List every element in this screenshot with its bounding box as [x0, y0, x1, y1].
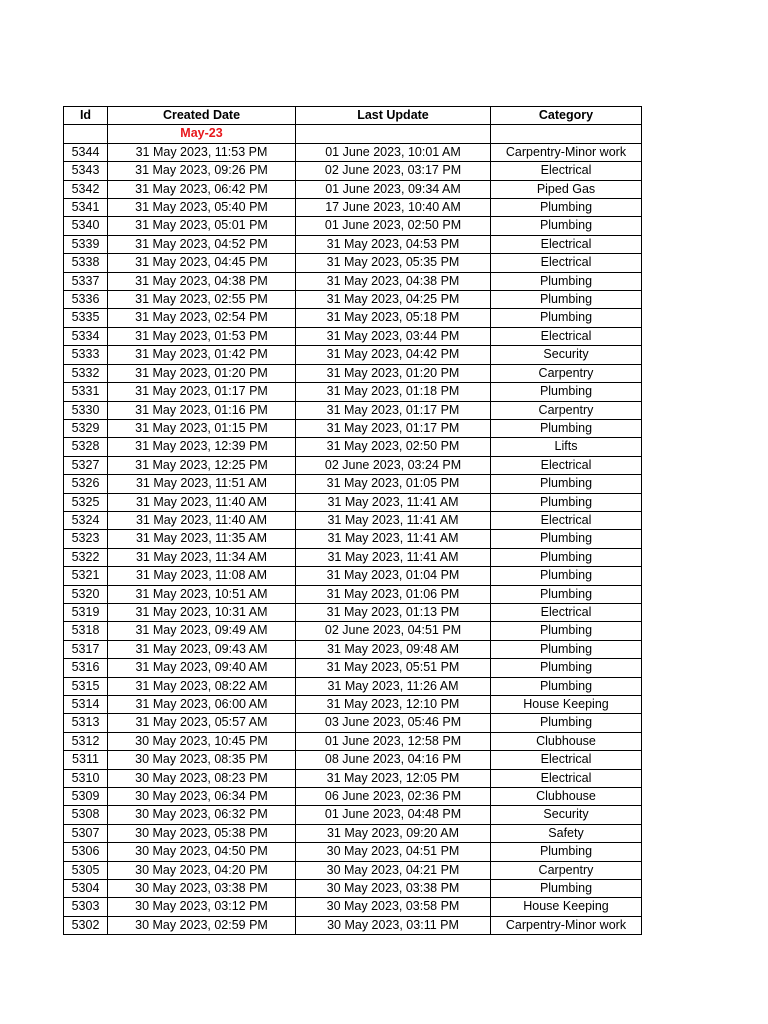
table-row: [64, 530, 642, 548]
cell-category: Carpentry: [491, 364, 642, 382]
month-row: [64, 125, 642, 143]
cell-created-date: 31 May 2023, 12:25 PM: [108, 456, 296, 474]
cell-id: 5334: [64, 327, 108, 345]
cell-created-date: 30 May 2023, 04:20 PM: [108, 861, 296, 879]
cell-category: Electrical: [491, 456, 642, 474]
cell-category: Electrical: [491, 254, 642, 272]
table-row: [64, 916, 642, 934]
cell-category: Plumbing: [491, 493, 642, 511]
cell-last-update: 01 June 2023, 09:34 AM: [296, 180, 491, 198]
cell-created-date: 31 May 2023, 09:40 AM: [108, 659, 296, 677]
table-row: [64, 272, 642, 290]
cell-category: Clubhouse: [491, 732, 642, 750]
cell-last-update: 31 May 2023, 12:10 PM: [296, 696, 491, 714]
table-row: [64, 364, 642, 382]
cell-id: 5304: [64, 880, 108, 898]
table-row: [64, 456, 642, 474]
cell-category: Plumbing: [491, 272, 642, 290]
table-row: [64, 714, 642, 732]
cell-last-update: 31 May 2023, 11:41 AM: [296, 530, 491, 548]
cell-last-update: 01 June 2023, 02:50 PM: [296, 217, 491, 235]
cell-category: Plumbing: [491, 622, 642, 640]
cell-id: 5309: [64, 788, 108, 806]
cell-id: 5330: [64, 401, 108, 419]
cell-id: 5308: [64, 806, 108, 824]
cell-id: 5320: [64, 585, 108, 603]
table-row: [64, 751, 642, 769]
header-created-date: Created Date: [108, 107, 296, 125]
table-row: [64, 327, 642, 345]
cell-created-date: 31 May 2023, 09:43 AM: [108, 640, 296, 658]
cell-last-update: 31 May 2023, 01:05 PM: [296, 475, 491, 493]
cell-last-update: 02 June 2023, 04:51 PM: [296, 622, 491, 640]
table-row: [64, 143, 642, 161]
cell-last-update: 01 June 2023, 12:58 PM: [296, 732, 491, 750]
ticket-table: [63, 106, 642, 935]
cell-created-date: 30 May 2023, 08:35 PM: [108, 751, 296, 769]
cell-last-update: 31 May 2023, 11:41 AM: [296, 493, 491, 511]
cell-last-update: 31 May 2023, 05:18 PM: [296, 309, 491, 327]
cell-id: 5337: [64, 272, 108, 290]
cell-id: 5303: [64, 898, 108, 916]
table-row: [64, 291, 642, 309]
table-row: [64, 880, 642, 898]
cell-created-date: 31 May 2023, 04:38 PM: [108, 272, 296, 290]
table-body: [64, 143, 642, 934]
cell-category: Electrical: [491, 235, 642, 253]
month-label: May-23: [108, 125, 296, 143]
cell-category: Carpentry: [491, 401, 642, 419]
table-row: [64, 567, 642, 585]
cell-id: 5338: [64, 254, 108, 272]
cell-created-date: 30 May 2023, 04:50 PM: [108, 843, 296, 861]
cell-category: Plumbing: [491, 383, 642, 401]
cell-last-update: 31 May 2023, 01:18 PM: [296, 383, 491, 401]
cell-category: Plumbing: [491, 659, 642, 677]
cell-created-date: 31 May 2023, 05:01 PM: [108, 217, 296, 235]
cell-created-date: 30 May 2023, 02:59 PM: [108, 916, 296, 934]
cell-created-date: 31 May 2023, 01:20 PM: [108, 364, 296, 382]
cell-last-update: 31 May 2023, 11:41 AM: [296, 511, 491, 529]
cell-id: 5306: [64, 843, 108, 861]
cell-created-date: 31 May 2023, 10:51 AM: [108, 585, 296, 603]
month-row-blank: [296, 125, 491, 143]
table-row: [64, 806, 642, 824]
cell-last-update: 31 May 2023, 12:05 PM: [296, 769, 491, 787]
cell-id: 5328: [64, 438, 108, 456]
cell-created-date: 31 May 2023, 06:42 PM: [108, 180, 296, 198]
cell-created-date: 31 May 2023, 04:45 PM: [108, 254, 296, 272]
cell-id: 5333: [64, 346, 108, 364]
table-row: [64, 843, 642, 861]
cell-id: 5335: [64, 309, 108, 327]
cell-last-update: 02 June 2023, 03:17 PM: [296, 162, 491, 180]
cell-category: Plumbing: [491, 291, 642, 309]
cell-created-date: 31 May 2023, 04:52 PM: [108, 235, 296, 253]
table-row: [64, 438, 642, 456]
table-header: [64, 107, 642, 144]
cell-category: Plumbing: [491, 309, 642, 327]
table-row: [64, 309, 642, 327]
table-row: [64, 199, 642, 217]
cell-id: 5307: [64, 824, 108, 842]
cell-last-update: 31 May 2023, 01:17 PM: [296, 401, 491, 419]
table-row: [64, 788, 642, 806]
cell-id: 5325: [64, 493, 108, 511]
cell-last-update: 31 May 2023, 05:35 PM: [296, 254, 491, 272]
cell-category: Electrical: [491, 751, 642, 769]
cell-category: Carpentry-Minor work: [491, 143, 642, 161]
cell-category: Plumbing: [491, 548, 642, 566]
cell-category: Plumbing: [491, 530, 642, 548]
cell-category: Plumbing: [491, 640, 642, 658]
header-last-update: Last Update: [296, 107, 491, 125]
cell-last-update: 31 May 2023, 01:17 PM: [296, 419, 491, 437]
header-row: [64, 107, 642, 125]
cell-created-date: 31 May 2023, 11:51 AM: [108, 475, 296, 493]
cell-created-date: 31 May 2023, 11:35 AM: [108, 530, 296, 548]
table-row: [64, 254, 642, 272]
cell-id: 5314: [64, 696, 108, 714]
cell-created-date: 30 May 2023, 03:38 PM: [108, 880, 296, 898]
cell-id: 5305: [64, 861, 108, 879]
cell-created-date: 31 May 2023, 01:16 PM: [108, 401, 296, 419]
cell-category: Carpentry: [491, 861, 642, 879]
cell-last-update: 30 May 2023, 03:11 PM: [296, 916, 491, 934]
cell-category: Plumbing: [491, 419, 642, 437]
cell-last-update: 31 May 2023, 11:41 AM: [296, 548, 491, 566]
cell-created-date: 31 May 2023, 01:42 PM: [108, 346, 296, 364]
cell-last-update: 31 May 2023, 11:26 AM: [296, 677, 491, 695]
table-row: [64, 696, 642, 714]
table-row: [64, 622, 642, 640]
table-row: [64, 548, 642, 566]
cell-created-date: 31 May 2023, 10:31 AM: [108, 603, 296, 621]
cell-category: House Keeping: [491, 696, 642, 714]
cell-created-date: 31 May 2023, 01:17 PM: [108, 383, 296, 401]
cell-created-date: 31 May 2023, 12:39 PM: [108, 438, 296, 456]
table-row: [64, 732, 642, 750]
cell-category: Plumbing: [491, 880, 642, 898]
table-row: [64, 769, 642, 787]
cell-created-date: 31 May 2023, 02:54 PM: [108, 309, 296, 327]
cell-last-update: 31 May 2023, 03:44 PM: [296, 327, 491, 345]
cell-created-date: 31 May 2023, 01:53 PM: [108, 327, 296, 345]
table-row: [64, 824, 642, 842]
cell-category: Clubhouse: [491, 788, 642, 806]
cell-id: 5310: [64, 769, 108, 787]
table-row: [64, 401, 642, 419]
cell-id: 5336: [64, 291, 108, 309]
cell-id: 5322: [64, 548, 108, 566]
cell-id: 5340: [64, 217, 108, 235]
cell-created-date: 30 May 2023, 08:23 PM: [108, 769, 296, 787]
cell-id: 5324: [64, 511, 108, 529]
cell-category: Piped Gas: [491, 180, 642, 198]
cell-last-update: 31 May 2023, 01:13 PM: [296, 603, 491, 621]
cell-created-date: 31 May 2023, 09:26 PM: [108, 162, 296, 180]
table-row: [64, 475, 642, 493]
cell-id: 5331: [64, 383, 108, 401]
cell-id: 5316: [64, 659, 108, 677]
cell-id: 5339: [64, 235, 108, 253]
cell-last-update: 08 June 2023, 04:16 PM: [296, 751, 491, 769]
cell-category: Electrical: [491, 162, 642, 180]
cell-last-update: 31 May 2023, 01:04 PM: [296, 567, 491, 585]
cell-id: 5321: [64, 567, 108, 585]
cell-category: Plumbing: [491, 567, 642, 585]
cell-id: 5313: [64, 714, 108, 732]
cell-created-date: 31 May 2023, 11:08 AM: [108, 567, 296, 585]
table-row: [64, 511, 642, 529]
table-row: [64, 235, 642, 253]
cell-created-date: 31 May 2023, 09:49 AM: [108, 622, 296, 640]
cell-created-date: 30 May 2023, 10:45 PM: [108, 732, 296, 750]
table-row: [64, 217, 642, 235]
cell-category: Safety: [491, 824, 642, 842]
cell-category: Plumbing: [491, 199, 642, 217]
cell-created-date: 31 May 2023, 05:57 AM: [108, 714, 296, 732]
cell-category: Plumbing: [491, 677, 642, 695]
cell-category: Plumbing: [491, 585, 642, 603]
cell-category: Plumbing: [491, 217, 642, 235]
cell-created-date: 30 May 2023, 05:38 PM: [108, 824, 296, 842]
cell-last-update: 31 May 2023, 04:25 PM: [296, 291, 491, 309]
cell-id: 5312: [64, 732, 108, 750]
cell-last-update: 30 May 2023, 03:58 PM: [296, 898, 491, 916]
cell-created-date: 30 May 2023, 03:12 PM: [108, 898, 296, 916]
cell-last-update: 31 May 2023, 05:51 PM: [296, 659, 491, 677]
cell-category: Electrical: [491, 769, 642, 787]
cell-category: Plumbing: [491, 475, 642, 493]
cell-last-update: 30 May 2023, 03:38 PM: [296, 880, 491, 898]
table-row: [64, 585, 642, 603]
cell-id: 5319: [64, 603, 108, 621]
cell-created-date: 31 May 2023, 11:34 AM: [108, 548, 296, 566]
table-row: [64, 861, 642, 879]
cell-last-update: 17 June 2023, 10:40 AM: [296, 199, 491, 217]
header-category: Category: [491, 107, 642, 125]
cell-created-date: 31 May 2023, 06:00 AM: [108, 696, 296, 714]
table-row: [64, 677, 642, 695]
cell-id: 5341: [64, 199, 108, 217]
cell-category: House Keeping: [491, 898, 642, 916]
cell-id: 5323: [64, 530, 108, 548]
cell-category: Security: [491, 806, 642, 824]
cell-created-date: 30 May 2023, 06:34 PM: [108, 788, 296, 806]
cell-last-update: 31 May 2023, 09:20 AM: [296, 824, 491, 842]
cell-id: 5326: [64, 475, 108, 493]
cell-id: 5343: [64, 162, 108, 180]
table-row: [64, 603, 642, 621]
cell-created-date: 31 May 2023, 08:22 AM: [108, 677, 296, 695]
cell-category: Security: [491, 346, 642, 364]
cell-last-update: 03 June 2023, 05:46 PM: [296, 714, 491, 732]
cell-created-date: 31 May 2023, 05:40 PM: [108, 199, 296, 217]
cell-last-update: 31 May 2023, 04:53 PM: [296, 235, 491, 253]
cell-last-update: 31 May 2023, 01:06 PM: [296, 585, 491, 603]
cell-id: 5344: [64, 143, 108, 161]
cell-last-update: 31 May 2023, 09:48 AM: [296, 640, 491, 658]
cell-id: 5327: [64, 456, 108, 474]
table-row: [64, 383, 642, 401]
table-row: [64, 493, 642, 511]
table-row: [64, 162, 642, 180]
cell-category: Electrical: [491, 603, 642, 621]
cell-category: Plumbing: [491, 714, 642, 732]
cell-category: Electrical: [491, 327, 642, 345]
cell-category: Carpentry-Minor work: [491, 916, 642, 934]
cell-created-date: 31 May 2023, 11:40 AM: [108, 511, 296, 529]
cell-id: 5317: [64, 640, 108, 658]
cell-last-update: 31 May 2023, 04:42 PM: [296, 346, 491, 364]
cell-last-update: 01 June 2023, 10:01 AM: [296, 143, 491, 161]
cell-created-date: 31 May 2023, 02:55 PM: [108, 291, 296, 309]
cell-id: 5332: [64, 364, 108, 382]
cell-last-update: 01 June 2023, 04:48 PM: [296, 806, 491, 824]
cell-id: 5315: [64, 677, 108, 695]
table-row: [64, 659, 642, 677]
cell-category: Lifts: [491, 438, 642, 456]
cell-id: 5311: [64, 751, 108, 769]
table-row: [64, 346, 642, 364]
cell-last-update: 30 May 2023, 04:51 PM: [296, 843, 491, 861]
cell-last-update: 31 May 2023, 04:38 PM: [296, 272, 491, 290]
cell-last-update: 02 June 2023, 03:24 PM: [296, 456, 491, 474]
month-row-blank: [64, 125, 108, 143]
cell-category: Electrical: [491, 511, 642, 529]
month-row-blank: [491, 125, 642, 143]
cell-id: 5302: [64, 916, 108, 934]
cell-created-date: 30 May 2023, 06:32 PM: [108, 806, 296, 824]
cell-created-date: 31 May 2023, 11:40 AM: [108, 493, 296, 511]
table-row: [64, 180, 642, 198]
table-row: [64, 898, 642, 916]
table-row: [64, 419, 642, 437]
cell-id: 5318: [64, 622, 108, 640]
header-id: Id: [64, 107, 108, 125]
table-row: [64, 640, 642, 658]
cell-created-date: 31 May 2023, 01:15 PM: [108, 419, 296, 437]
cell-id: 5342: [64, 180, 108, 198]
cell-last-update: 31 May 2023, 01:20 PM: [296, 364, 491, 382]
cell-last-update: 06 June 2023, 02:36 PM: [296, 788, 491, 806]
cell-created-date: 31 May 2023, 11:53 PM: [108, 143, 296, 161]
cell-last-update: 30 May 2023, 04:21 PM: [296, 861, 491, 879]
cell-last-update: 31 May 2023, 02:50 PM: [296, 438, 491, 456]
cell-id: 5329: [64, 419, 108, 437]
cell-category: Plumbing: [491, 843, 642, 861]
